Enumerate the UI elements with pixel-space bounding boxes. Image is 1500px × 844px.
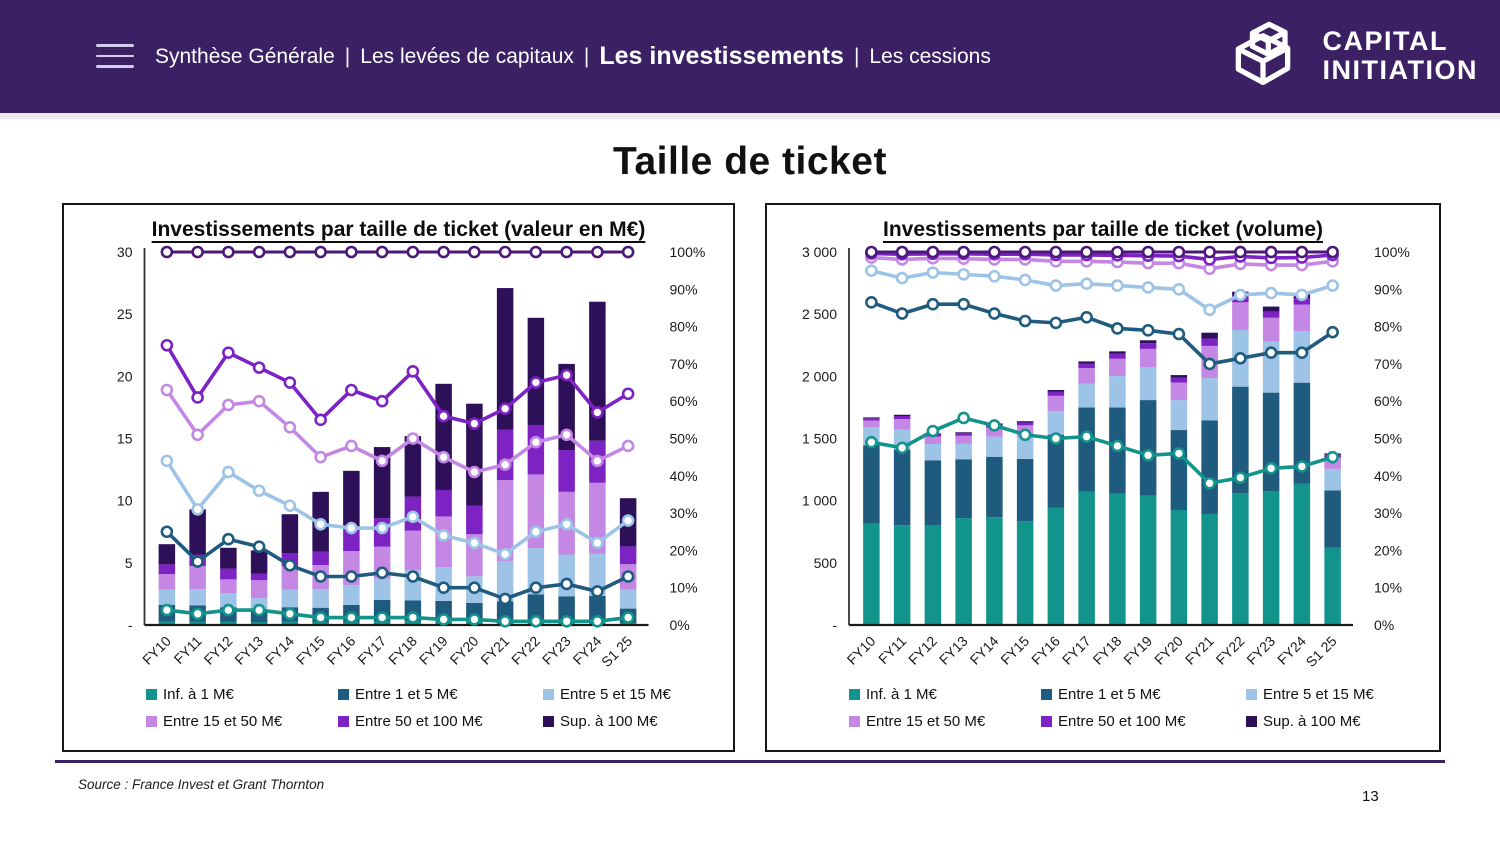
svg-text:FY13: FY13 <box>231 632 267 668</box>
svg-text:100%: 100% <box>669 244 706 260</box>
legend-swatch-icon <box>1246 716 1257 727</box>
breadcrumb-nav <box>155 0 991 113</box>
legend-label: Entre 5 et 15 M€ <box>1263 686 1374 703</box>
svg-text:0%: 0% <box>1374 617 1395 633</box>
nav-separator: | <box>853 44 860 68</box>
investments-value-chart <box>64 244 733 686</box>
legend-item <box>338 686 543 703</box>
svg-text:FY21: FY21 <box>1181 632 1217 668</box>
legend-swatch-icon <box>543 689 554 700</box>
legend-swatch-icon <box>146 716 157 727</box>
svg-text:FY15: FY15 <box>997 632 1033 668</box>
svg-text:FY20: FY20 <box>446 632 482 668</box>
svg-text:FY22: FY22 <box>1212 632 1248 668</box>
legend-item <box>1041 713 1246 730</box>
legend-swatch-icon <box>543 716 554 727</box>
svg-text:2 000: 2 000 <box>801 368 837 385</box>
header-bar <box>0 0 1500 119</box>
svg-text:20%: 20% <box>669 542 698 559</box>
nav-separator: | <box>344 44 351 68</box>
svg-text:10%: 10% <box>669 579 698 596</box>
svg-text:90%: 90% <box>669 281 698 298</box>
svg-text:FY16: FY16 <box>323 632 359 668</box>
svg-text:15: 15 <box>116 430 133 447</box>
legend-label: Inf. à 1 M€ <box>163 686 234 703</box>
page-number: 13 <box>1362 788 1379 805</box>
svg-text:FY13: FY13 <box>935 632 971 668</box>
legend-label: Entre 15 et 50 M€ <box>163 713 283 730</box>
svg-text:60%: 60% <box>1374 393 1403 410</box>
logo-text-line1: CAPITAL <box>1322 25 1449 56</box>
svg-text:FY14: FY14 <box>966 632 1002 668</box>
legend-swatch-icon <box>338 689 349 700</box>
nav-item-synthese-generale[interactable]: Synthèse Générale <box>155 44 335 68</box>
svg-text:30: 30 <box>116 244 133 260</box>
investments-volume-chart <box>767 244 1439 686</box>
legend-label: Sup. à 100 M€ <box>560 713 658 730</box>
logo-cube-icon <box>1217 12 1309 100</box>
legend-label: Entre 15 et 50 M€ <box>866 713 986 730</box>
svg-text:10%: 10% <box>1374 579 1403 596</box>
svg-text:100%: 100% <box>1374 244 1410 260</box>
svg-text:20%: 20% <box>1374 542 1403 559</box>
svg-text:FY20: FY20 <box>1151 632 1186 668</box>
legend-item <box>1246 713 1439 730</box>
svg-text:FY12: FY12 <box>200 632 236 668</box>
legend-swatch-icon <box>146 689 157 700</box>
svg-text:FY19: FY19 <box>1120 632 1156 668</box>
svg-text:50%: 50% <box>1374 430 1403 447</box>
svg-text:25: 25 <box>116 306 133 323</box>
legend-item <box>146 686 338 703</box>
nav-separator: | <box>583 44 590 68</box>
svg-text:FY18: FY18 <box>385 632 420 668</box>
svg-text:40%: 40% <box>1374 467 1403 484</box>
svg-text:FY23: FY23 <box>538 632 574 668</box>
nav-item-investissements-active[interactable]: Les investissements <box>599 42 844 70</box>
legend-label: Inf. à 1 M€ <box>866 686 937 703</box>
svg-text:FY12: FY12 <box>905 632 940 668</box>
volume-chart-title: Investissements par taille de ticket (volume) <box>883 218 1323 241</box>
legend-swatch-icon <box>1041 716 1052 727</box>
svg-text:FY11: FY11 <box>874 632 910 668</box>
svg-text:500: 500 <box>813 554 837 571</box>
legend-swatch-icon <box>849 716 860 727</box>
svg-text:60%: 60% <box>669 393 698 410</box>
svg-text:FY15: FY15 <box>292 632 328 668</box>
svg-text:70%: 70% <box>669 355 698 372</box>
legend-label: Sup. à 100 M€ <box>1263 713 1361 730</box>
svg-text:10: 10 <box>116 492 133 509</box>
legend-item <box>849 686 1041 703</box>
legend-swatch-icon <box>338 716 349 727</box>
svg-text:FY17: FY17 <box>354 632 390 668</box>
value-chart-panel <box>62 203 735 752</box>
svg-text:80%: 80% <box>669 318 698 335</box>
source-note: Source : France Invest et Grant Thornton <box>78 777 325 792</box>
svg-text:FY18: FY18 <box>1089 632 1125 668</box>
value-chart-legend <box>64 686 733 730</box>
nav-item-levees-de-capitaux[interactable]: Les levées de capitaux <box>360 44 574 68</box>
legend-swatch-icon <box>1041 689 1052 700</box>
svg-text:20: 20 <box>116 368 133 385</box>
svg-text:1 000: 1 000 <box>801 492 837 509</box>
legend-item <box>1041 686 1246 703</box>
svg-text:2 500: 2 500 <box>801 306 837 323</box>
svg-text:S1 25: S1 25 <box>598 632 636 670</box>
legend-label: Entre 50 et 100 M€ <box>355 713 483 730</box>
svg-text:FY10: FY10 <box>139 632 174 668</box>
page-title: Taille de ticket <box>613 140 887 183</box>
legend-swatch-icon <box>849 689 860 700</box>
svg-text:FY22: FY22 <box>508 632 543 668</box>
svg-text:3 000: 3 000 <box>801 244 837 260</box>
svg-text:FY19: FY19 <box>415 632 451 668</box>
svg-text:-: - <box>127 617 133 633</box>
legend-label: Entre 50 et 100 M€ <box>1058 713 1186 730</box>
capital-initiation-logo <box>1217 12 1478 100</box>
svg-text:FY21: FY21 <box>477 632 513 668</box>
value-chart-title: Investissements par taille de ticket (valeur en M€) <box>151 218 646 241</box>
legend-item <box>338 713 543 730</box>
svg-text:FY23: FY23 <box>1243 632 1279 668</box>
svg-text:FY24: FY24 <box>569 632 605 668</box>
svg-text:70%: 70% <box>1374 355 1403 372</box>
legend-item <box>1246 686 1439 703</box>
legend-item <box>543 686 733 703</box>
volume-chart-panel <box>765 203 1441 752</box>
svg-text:30%: 30% <box>1374 505 1403 522</box>
legend-item <box>146 713 338 730</box>
legend-item <box>543 713 733 730</box>
volume-chart-legend <box>767 686 1439 730</box>
menu-icon[interactable] <box>96 44 134 70</box>
nav-item-cessions[interactable]: Les cessions <box>869 44 991 68</box>
svg-text:FY24: FY24 <box>1274 632 1309 668</box>
legend-label: Entre 1 et 5 M€ <box>1058 686 1161 703</box>
svg-text:FY16: FY16 <box>1028 632 1063 668</box>
svg-text:5: 5 <box>124 554 133 571</box>
svg-text:90%: 90% <box>1374 281 1403 298</box>
svg-text:FY10: FY10 <box>843 632 879 668</box>
svg-text:30%: 30% <box>669 505 698 522</box>
svg-text:1 500: 1 500 <box>801 430 837 447</box>
svg-text:-: - <box>832 617 837 633</box>
svg-text:FY11: FY11 <box>170 632 205 668</box>
footer-divider <box>55 760 1445 763</box>
legend-item <box>849 713 1041 730</box>
svg-text:0%: 0% <box>669 617 690 633</box>
svg-text:50%: 50% <box>669 430 698 447</box>
legend-label: Entre 1 et 5 M€ <box>355 686 458 703</box>
svg-text:FY14: FY14 <box>262 632 297 668</box>
svg-text:80%: 80% <box>1374 318 1403 335</box>
legend-swatch-icon <box>1246 689 1257 700</box>
svg-text:S1 25: S1 25 <box>1302 632 1340 670</box>
svg-text:FY17: FY17 <box>1058 632 1094 668</box>
logo-text-line2: INITIATION <box>1322 55 1478 85</box>
svg-text:40%: 40% <box>669 467 698 484</box>
legend-label: Entre 5 et 15 M€ <box>560 686 671 703</box>
